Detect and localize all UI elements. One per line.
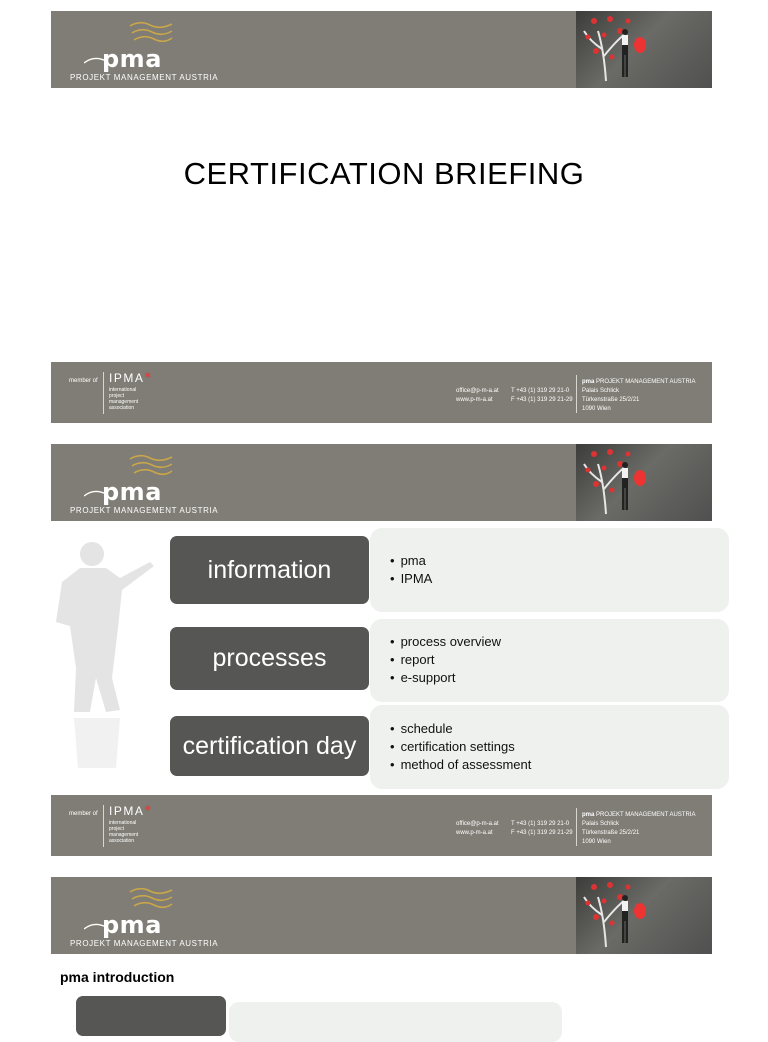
list-item: • process overview: [390, 633, 501, 651]
ipma-subtitle-line: association: [109, 838, 135, 844]
ipma-subtitle-line: project: [109, 826, 125, 832]
org-bold: pma: [582, 379, 595, 385]
footer-address: [582, 811, 695, 847]
page-title: CERTIFICATION BRIEFING: [183, 156, 585, 191]
header-photo: [576, 444, 712, 521]
ipma-subtitle-line: international: [109, 820, 137, 826]
wave-icon: [128, 19, 174, 47]
footer-divider: [103, 805, 104, 847]
header-photo: [576, 11, 712, 88]
tree-balloons-image: [576, 877, 712, 954]
slide2-footer: [51, 795, 712, 856]
fax-number: F +43 (1) 319 29 21-29: [511, 397, 573, 403]
certification-day-list: [390, 720, 531, 774]
member-of-label: member of: [69, 811, 98, 817]
pma-logo: [70, 452, 219, 518]
list-item: • e-support: [390, 669, 501, 687]
ipma-subtitle: [109, 387, 169, 411]
list-item: • pma: [390, 552, 432, 570]
processes-button[interactable]: processes: [170, 627, 369, 690]
wave-icon: [128, 885, 174, 913]
logo-subtitle: PROJEKT MANAGEMENT AUSTRIA: [70, 939, 219, 948]
logo-subtitle: PROJEKT MANAGEMENT AUSTRIA: [70, 506, 219, 515]
email-link[interactable]: office@p-m-a.at: [456, 821, 499, 827]
web-link[interactable]: www.p-m-a.at: [456, 830, 493, 836]
address-line: 1090 Wien: [582, 839, 611, 845]
org-name: PROJEKT MANAGEMENT AUSTRIA: [596, 379, 696, 385]
address-line: Palais Schlick: [582, 821, 620, 827]
fax-number: F +43 (1) 319 29 21-29: [511, 830, 573, 836]
ipma-logo: [109, 371, 153, 385]
pma-logo: [70, 19, 219, 85]
email-link[interactable]: office@p-m-a.at: [456, 388, 499, 394]
ipma-subtitle-line: project: [109, 393, 125, 399]
processes-list: [390, 633, 501, 687]
footer-divider: [103, 372, 104, 414]
ipma-subtitle: [109, 820, 169, 844]
information-button[interactable]: information: [170, 536, 369, 604]
member-of-label: member of: [69, 378, 98, 384]
ipma-star-icon: ✱: [144, 804, 153, 813]
logo-subtitle: PROJEKT MANAGEMENT AUSTRIA: [70, 73, 219, 82]
section-heading: pma introduction: [60, 969, 175, 985]
slide1-header: [51, 11, 712, 88]
address-line: Türkenstraße 25/2/21: [582, 830, 640, 836]
logo-text: pma: [102, 478, 162, 506]
ipma-subtitle-line: management: [109, 832, 139, 838]
footer-phone: [511, 820, 573, 838]
info-list: [390, 552, 432, 588]
pma-logo: [70, 885, 219, 951]
tree-balloons-image: [576, 444, 712, 521]
logo-text: pma: [102, 911, 162, 939]
address-line: Türkenstraße 25/2/21: [582, 397, 640, 403]
address-line: Palais Schlick: [582, 388, 620, 394]
footer-phone: [511, 387, 573, 405]
address-line: 1090 Wien: [582, 406, 611, 412]
partial-button[interactable]: [76, 996, 226, 1036]
list-item: • certification settings: [390, 738, 531, 756]
list-item: • report: [390, 651, 501, 669]
slide1-footer: [51, 362, 712, 423]
presenter-silhouette: [50, 538, 160, 772]
partial-panel: [229, 1002, 562, 1042]
ipma-logo: [109, 804, 153, 818]
ipma-subtitle-line: association: [109, 405, 135, 411]
ipma-subtitle-line: management: [109, 399, 139, 405]
tree-balloons-image: [576, 11, 712, 88]
wave-icon: [128, 452, 174, 480]
footer-divider: [576, 808, 577, 846]
header-photo: [576, 877, 712, 954]
ipma-star-icon: ✱: [144, 371, 153, 380]
footer-contact: [456, 387, 499, 405]
ipma-text: IPMA: [109, 371, 145, 385]
slide2-header: [51, 444, 712, 521]
footer-divider: [576, 375, 577, 413]
slide3-header: [51, 877, 712, 954]
certification-day-button[interactable]: certification day: [170, 716, 369, 776]
org-bold: pma: [582, 812, 595, 818]
phone-number: T +43 (1) 319 29 21-0: [511, 821, 570, 827]
list-item: • method of assessment: [390, 756, 531, 774]
ipma-subtitle-line: international: [109, 387, 137, 393]
org-name: PROJEKT MANAGEMENT AUSTRIA: [596, 812, 696, 818]
list-item: • IPMA: [390, 570, 432, 588]
phone-number: T +43 (1) 319 29 21-0: [511, 388, 570, 394]
web-link[interactable]: www.p-m-a.at: [456, 397, 493, 403]
footer-contact: [456, 820, 499, 838]
footer-address: [582, 378, 695, 414]
list-item: • schedule: [390, 720, 531, 738]
logo-text: pma: [102, 45, 162, 73]
ipma-text: IPMA: [109, 804, 145, 818]
